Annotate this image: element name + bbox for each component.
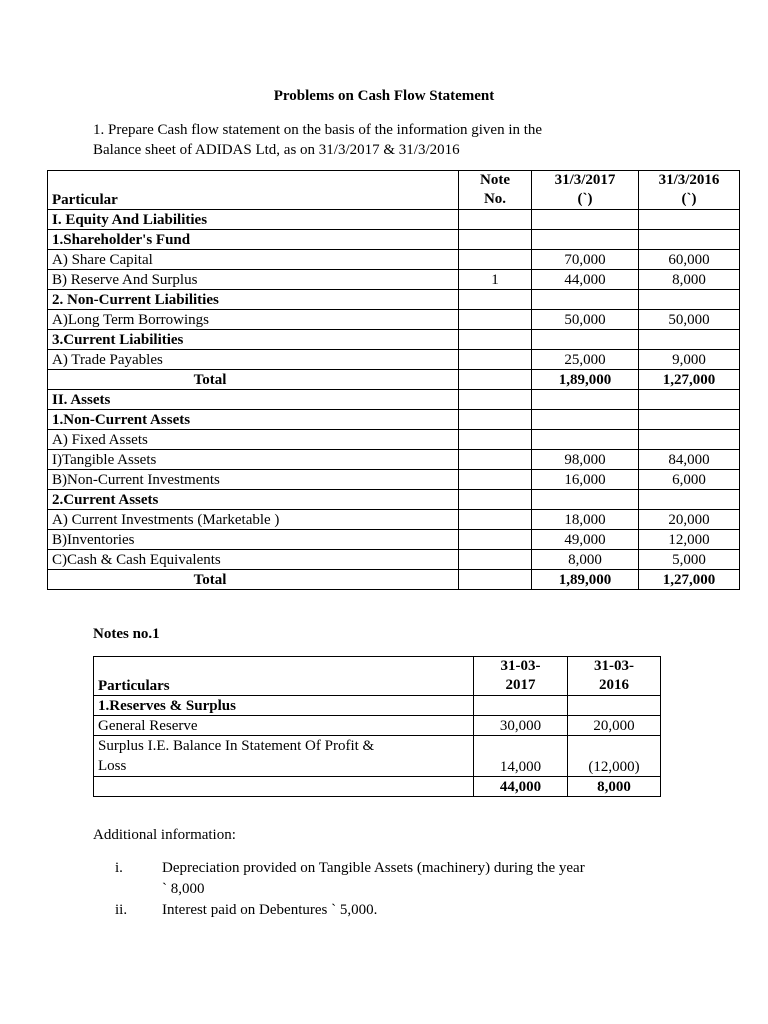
table-row: I)Tangible Assets 98,000 84,000 <box>48 450 740 470</box>
table-row: Surplus I.E. Balance In Statement Of Profit & Loss 14,000 (12,000) <box>94 736 661 777</box>
list-item: i. Depreciation provided on Tangible Assets (machinery) during the year ` 8,000 <box>115 860 585 897</box>
table-row: B)Inventories 49,000 12,000 <box>48 530 740 550</box>
problem-line-1: 1. Prepare Cash flow statement on the basis of the information given in the <box>93 122 543 138</box>
surplus-label: Surplus I.E. Balance In Statement Of Profit & Loss <box>94 736 474 777</box>
table-header-row <box>48 171 740 210</box>
notes-title: Notes no.1 <box>93 626 160 642</box>
header-note-no: Note No. <box>459 171 532 210</box>
table-row: 1.Reserves & Surplus <box>94 696 661 716</box>
table-header-row <box>94 657 661 696</box>
table-row: A) Share Capital 70,000 60,000 <box>48 250 740 270</box>
additional-info-title: Additional information: <box>93 827 236 843</box>
header-2017: 31/3/2017 (`) <box>532 171 639 210</box>
table-row: II. Assets <box>48 390 740 410</box>
table-row: B) Reserve And Surplus 1 44,000 8,000 <box>48 270 740 290</box>
problem-statement <box>93 120 693 160</box>
table-row: B)Non-Current Investments 16,000 6,000 <box>48 470 740 490</box>
header-2016: 31/3/2016 (`) <box>639 171 740 210</box>
table-row: 1.Shareholder's Fund <box>48 230 740 250</box>
table-row: 2.Current Assets <box>48 490 740 510</box>
table-row: 3.Current Liabilities <box>48 330 740 350</box>
table-row: C)Cash & Cash Equivalents 8,000 5,000 <box>48 550 740 570</box>
table-row: A)Long Term Borrowings 50,000 50,000 <box>48 310 740 330</box>
list-item: ii. Interest paid on Debentures ` 5,000. <box>115 902 378 918</box>
table-row: A) Trade Payables 25,000 9,000 <box>48 350 740 370</box>
notes-table <box>93 656 661 797</box>
table-row: 2. Non-Current Liabilities <box>48 290 740 310</box>
total-row: Total 1,89,000 1,27,000 <box>48 370 740 390</box>
header-2017: 31-03- 2017 <box>474 657 568 696</box>
table-row: A) Fixed Assets <box>48 430 740 450</box>
header-2016: 31-03- 2016 <box>568 657 661 696</box>
total-row: 44,000 8,000 <box>94 777 661 797</box>
table-row: 1.Non-Current Assets <box>48 410 740 430</box>
total-row: Total 1,89,000 1,27,000 <box>48 570 740 590</box>
page-title: Problems on Cash Flow Statement <box>273 88 495 104</box>
table-row: A) Current Investments (Marketable ) 18,000 20,000 <box>48 510 740 530</box>
problem-line-2: Balance sheet of ADIDAS Ltd, as on 31/3/2017 & 31/3/2016 <box>93 142 460 158</box>
table-row: General Reserve 30,000 20,000 <box>94 716 661 736</box>
balance-sheet-table <box>47 170 740 590</box>
additional-info-list <box>93 858 693 921</box>
table-row: I. Equity And Liabilities <box>48 210 740 230</box>
header-particulars: Particulars <box>94 657 474 696</box>
header-particular: Particular <box>48 171 459 210</box>
